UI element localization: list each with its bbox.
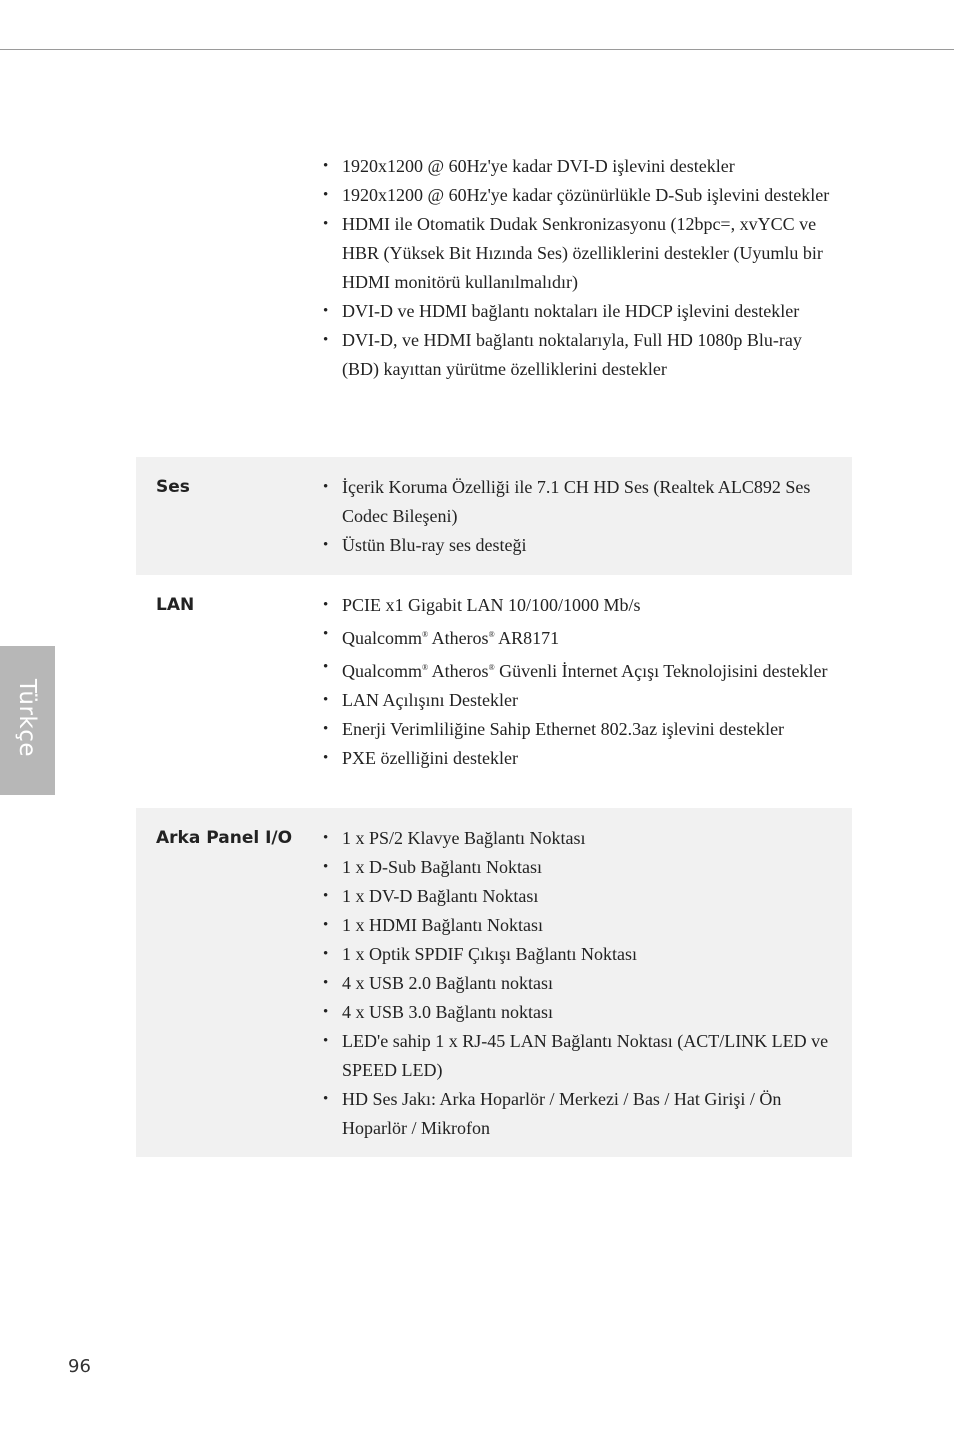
top-rule <box>0 49 954 50</box>
spec-row-display <box>136 150 852 457</box>
list-item: • 4 x USB 3.0 Bağlantı noktası <box>342 998 832 1027</box>
language-side-tab <box>0 646 55 795</box>
list-item: • HD Ses Jakı: Arka Hoparlör / Merkezi / Bas / Hat Girişi / Ön Hoparlör / Mikrofon <box>342 1085 832 1143</box>
list-item: • LED'e sahip 1 x RJ-45 LAN Bağlantı Noktası (ACT/LINK LED ve SPEED LED) <box>342 1027 832 1085</box>
row-label-rear-panel-io: Arka Panel I/O <box>156 828 293 848</box>
registered-mark: ® <box>488 630 495 639</box>
registered-mark: ® <box>421 663 429 672</box>
display-feature-list <box>342 152 832 384</box>
list-item: • 1 x D-Sub Bağlantı Noktası <box>342 853 832 882</box>
spec-row-lan <box>136 575 852 808</box>
list-item: • 1 x DV-D Bağlantı Noktası <box>342 882 832 911</box>
list-item: • Qualcomm® Atheros® AR8171 <box>342 620 832 653</box>
list-item: • Üstün Blu-ray ses desteği <box>342 531 832 560</box>
language-tab-label: Türkçe <box>14 678 40 758</box>
list-item: • HDMI ile Otomatik Dudak Senkronizasyonu (12bpc=, xvYCC ve HBR (Yüksek Bit Hızında Ses) özelliklerini destekler (Uyumlu bir HDMI monitörü kullanılmalıdır) <box>342 210 832 297</box>
list-item: • DVI-D ve HDMI bağlantı noktaları ile HDCP işlevini destekler <box>342 297 832 326</box>
row-label-lan: LAN <box>156 595 195 615</box>
page-number: 96 <box>68 1356 91 1377</box>
list-item: • PXE özelliğini destekler <box>342 744 832 773</box>
list-item: • Qualcomm® Atheros® Güvenli İnternet Açışı Teknolojisini destekler <box>342 653 832 686</box>
list-item: • 1920x1200 @ 60Hz'ye kadar çözünürlükle D-Sub işlevini destekler <box>342 181 832 210</box>
row-label-audio: Ses <box>156 477 190 497</box>
spec-row-rear-panel-io <box>136 808 852 1157</box>
spec-row-audio <box>136 457 852 575</box>
rear-panel-io-list <box>342 824 832 1143</box>
list-item: • LAN Açılışını Destekler <box>342 686 832 715</box>
lan-feature-list <box>342 591 832 773</box>
list-item: • 1920x1200 @ 60Hz'ye kadar DVI-D işlevini destekler <box>342 152 832 181</box>
list-item: • 1 x HDMI Bağlantı Noktası <box>342 911 832 940</box>
list-item: • PCIE x1 Gigabit LAN 10/100/1000 Mb/s <box>342 591 832 620</box>
registered-mark: ® <box>421 630 429 639</box>
list-item: • Enerji Verimliliğine Sahip Ethernet 802.3az işlevini destekler <box>342 715 832 744</box>
list-item: • 1 x PS/2 Klavye Bağlantı Noktası <box>342 824 832 853</box>
list-item: • 1 x Optik SPDIF Çıkışı Bağlantı Noktası <box>342 940 832 969</box>
list-item: • 4 x USB 2.0 Bağlantı noktası <box>342 969 832 998</box>
audio-feature-list <box>342 473 832 560</box>
registered-mark: ® <box>488 663 495 672</box>
list-item: • DVI-D, ve HDMI bağlantı noktalarıyla, Full HD 1080p Blu-ray (BD) kayıttan yürütme özelliklerini destekler <box>342 326 832 384</box>
list-item: • İçerik Koruma Özelliği ile 7.1 CH HD Ses (Realtek ALC892 Ses Codec Bileşeni) <box>342 473 832 531</box>
